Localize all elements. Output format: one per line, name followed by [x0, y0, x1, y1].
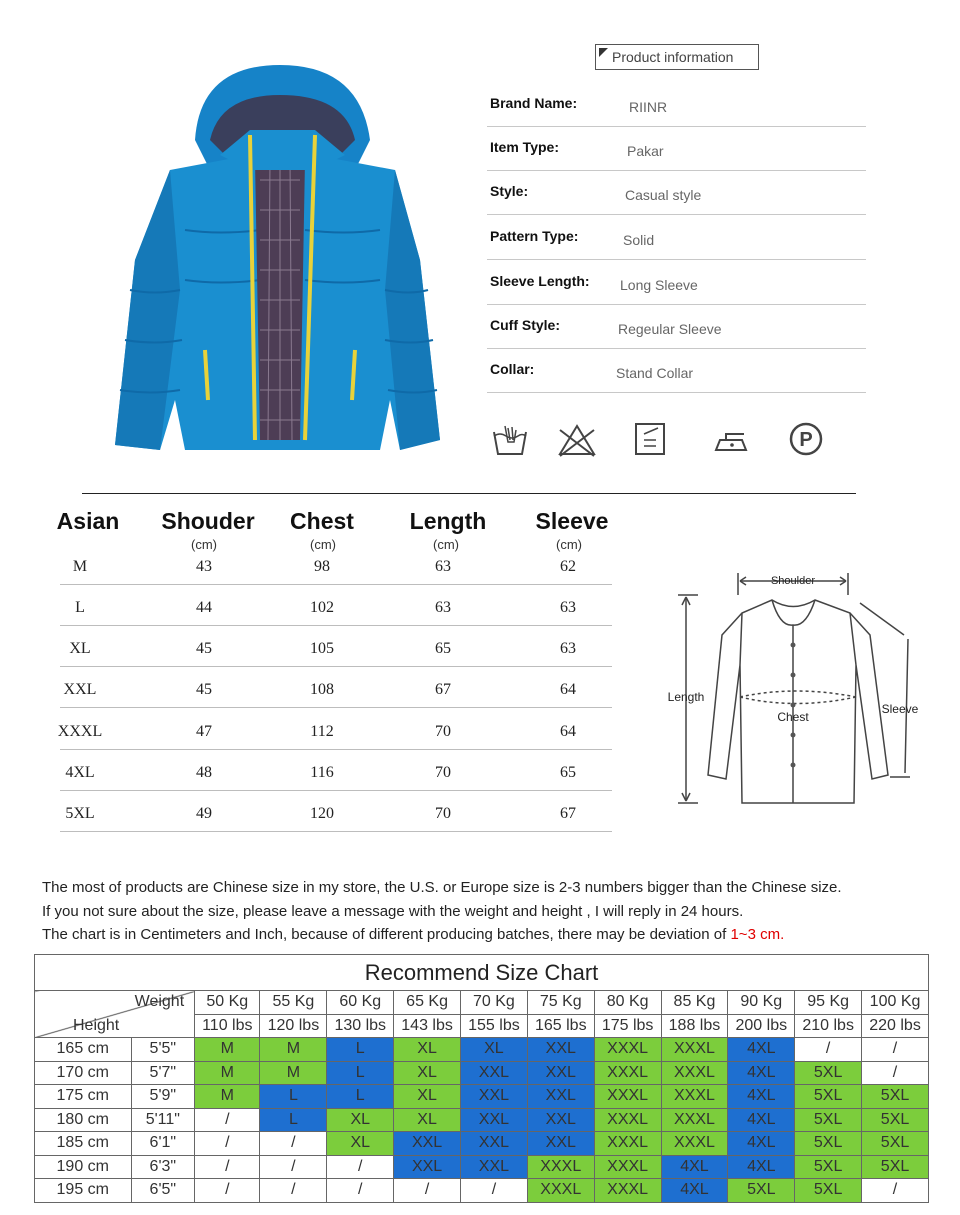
size-cell: 63	[435, 599, 451, 616]
info-label: Cuff Style:	[490, 317, 560, 333]
size-cell: 48	[196, 764, 212, 781]
product-information-header	[595, 44, 759, 70]
size-recommend-cell: XXL	[527, 1085, 594, 1109]
size-cell: 63	[560, 640, 576, 657]
size-row	[60, 585, 612, 626]
weight-lbs-cell: 210 lbs	[795, 1014, 862, 1038]
info-row-style	[487, 171, 866, 215]
weight-kg-cell: 85 Kg	[661, 991, 728, 1015]
size-cell: 67	[560, 805, 576, 822]
info-row-pattern-type	[487, 216, 866, 260]
unit-label: (cm)	[191, 537, 217, 552]
size-header-asian: Asian	[56, 508, 120, 534]
size-recommend-cell: M	[195, 1061, 260, 1085]
size-cell: 112	[310, 723, 334, 740]
recommend-row	[35, 1061, 929, 1085]
info-value: Pakar	[627, 143, 664, 159]
size-recommend-cell: /	[195, 1132, 260, 1156]
height-cm-cell: 185 cm	[35, 1132, 132, 1156]
size-header-length: Length	[409, 508, 487, 534]
size-cell: 43	[196, 558, 212, 575]
size-header-sleeve: Sleeve	[535, 508, 609, 534]
size-recommend-cell: XXL	[461, 1108, 528, 1132]
info-value: Stand Collar	[616, 365, 694, 381]
size-cell: 64	[560, 723, 576, 740]
height-ft-cell: 5'5"	[131, 1038, 195, 1062]
weight-kg-cell: 55 Kg	[260, 991, 327, 1015]
weight-lbs-cell: 130 lbs	[327, 1014, 394, 1038]
weight-label: Weight	[134, 993, 185, 1010]
size-row	[60, 667, 612, 708]
size-recommend-cell: 5XL	[795, 1108, 862, 1132]
height-cm-cell: 165 cm	[35, 1038, 132, 1062]
info-label: Sleeve Length:	[490, 273, 590, 289]
weight-height-corner	[35, 991, 195, 1038]
size-recommend-cell: 5XL	[795, 1132, 862, 1156]
jacket-product-image	[100, 60, 460, 460]
height-cm-cell: 190 cm	[35, 1155, 132, 1179]
weight-kg-cell: 90 Kg	[728, 991, 795, 1015]
weight-kg-cell: 95 Kg	[795, 991, 862, 1015]
weight-lbs-cell: 120 lbs	[260, 1014, 327, 1038]
size-cell: 70	[435, 805, 451, 822]
size-row	[60, 626, 612, 667]
size-recommend-cell: /	[461, 1179, 528, 1203]
size-recommend-cell: 5XL	[795, 1085, 862, 1109]
size-cell: 44	[196, 599, 212, 616]
size-recommend-cell: M	[195, 1085, 260, 1109]
weight-kg-cell: 80 Kg	[594, 991, 661, 1015]
diagram-sleeve-label: Sleeve	[881, 702, 919, 716]
info-row-item-type	[487, 127, 866, 171]
height-ft-cell: 5'9"	[131, 1085, 195, 1109]
size-row	[60, 544, 612, 585]
unit-label: (cm)	[433, 537, 459, 552]
size-recommend-cell: 4XL	[661, 1155, 728, 1179]
size-header-shoulder: Shouder	[161, 508, 255, 534]
diagram-chest-label: Chest	[777, 710, 809, 724]
size-cell: 105	[310, 640, 334, 657]
size-cell: XXL	[63, 681, 97, 698]
size-recommend-cell: XXL	[527, 1132, 594, 1156]
size-recommend-cell: XXXL	[661, 1061, 728, 1085]
size-recommend-cell: M	[195, 1038, 260, 1062]
size-cell: 4XL	[65, 764, 95, 781]
height-ft-cell: 6'1"	[131, 1132, 195, 1156]
info-label: Brand Name:	[490, 95, 578, 111]
weight-lbs-cell: 165 lbs	[527, 1014, 594, 1038]
size-recommend-cell: 5XL	[862, 1132, 929, 1156]
size-recommend-cell: XL	[327, 1108, 394, 1132]
size-cell: 70	[435, 723, 451, 740]
size-cell: 62	[560, 558, 576, 575]
height-cm-cell: 175 cm	[35, 1085, 132, 1109]
size-recommend-cell: XXXL	[594, 1061, 661, 1085]
size-recommend-cell: L	[260, 1108, 327, 1132]
size-recommend-cell: M	[260, 1038, 327, 1062]
height-ft-cell: 5'7"	[131, 1061, 195, 1085]
note-line-1: The most of products are Chinese size in my store, the U.S. or Europe size is 2-3 numbers bigger than the Chinese size.	[42, 879, 842, 896]
size-recommend-cell: 5XL	[795, 1179, 862, 1203]
size-cell: 64	[560, 681, 576, 698]
size-recommend-cell: XXXL	[594, 1179, 661, 1203]
size-cell: 116	[310, 764, 334, 781]
weight-lbs-cell: 200 lbs	[728, 1014, 795, 1038]
height-cm-cell: 195 cm	[35, 1179, 132, 1203]
height-ft-cell: 5'11"	[131, 1108, 195, 1132]
info-value: Regeular Sleeve	[618, 321, 722, 337]
size-cell: 65	[435, 640, 451, 657]
size-recommend-cell: 4XL	[728, 1038, 795, 1062]
note-line-3	[42, 926, 784, 943]
size-recommend-cell: /	[327, 1155, 394, 1179]
weight-kg-cell: 70 Kg	[461, 991, 528, 1015]
size-recommend-cell: /	[195, 1179, 260, 1203]
size-recommend-cell: /	[260, 1155, 327, 1179]
size-cell: 5XL	[65, 805, 95, 822]
size-recommend-cell: XXXL	[594, 1155, 661, 1179]
size-cell: XL	[69, 640, 91, 657]
recommend-row	[35, 1085, 929, 1109]
no-bleach-icon	[557, 420, 597, 460]
weight-lbs-cell: 143 lbs	[394, 1014, 461, 1038]
size-recommend-cell: 5XL	[862, 1108, 929, 1132]
height-cm-cell: 180 cm	[35, 1108, 132, 1132]
note-line-3-text: The chart is in Centimeters and Inch, because of different producing batches, there may be deviation of	[42, 926, 731, 943]
weight-kg-cell: 65 Kg	[394, 991, 461, 1015]
size-recommend-cell: XXXL	[594, 1108, 661, 1132]
recommend-row	[35, 1038, 929, 1062]
size-recommend-cell: XXXL	[594, 1132, 661, 1156]
size-recommend-cell: /	[327, 1179, 394, 1203]
info-value: Long Sleeve	[620, 277, 698, 293]
info-label: Style:	[490, 183, 529, 199]
note-line-2: If you not sure about the size, please leave a message with the weight and height , I will reply in 24 hours.	[42, 903, 744, 920]
size-recommend-cell: XXL	[461, 1061, 528, 1085]
height-ft-cell: 6'5"	[131, 1179, 195, 1203]
size-row	[60, 791, 612, 832]
diagram-shoulder-label: Shoulder	[770, 575, 816, 587]
weight-kg-cell: 100 Kg	[862, 991, 929, 1015]
size-recommend-cell: /	[195, 1108, 260, 1132]
size-row	[57, 709, 612, 750]
size-recommend-cell: /	[862, 1038, 929, 1062]
size-recommend-cell: XXL	[461, 1155, 528, 1179]
size-row	[60, 750, 612, 791]
recommend-row	[35, 1155, 929, 1179]
size-recommend-cell: /	[195, 1155, 260, 1179]
size-header-chest: Chest	[290, 508, 354, 534]
size-recommend-cell: XXXL	[661, 1132, 728, 1156]
size-recommend-cell: XXL	[461, 1132, 528, 1156]
size-cell: M	[72, 558, 88, 575]
size-recommend-cell: /	[862, 1061, 929, 1085]
info-label: Pattern Type:	[490, 228, 579, 244]
size-recommend-cell: 4XL	[728, 1061, 795, 1085]
size-recommend-cell: XXL	[527, 1038, 594, 1062]
tumble-dry-icon	[632, 420, 672, 460]
size-recommend-cell: L	[327, 1038, 394, 1062]
diagram-length-label: Length	[667, 690, 705, 704]
info-row-sleeve-length	[487, 261, 866, 305]
weight-kg-cell: 50 Kg	[195, 991, 260, 1015]
hand-wash-icon	[490, 420, 530, 460]
size-recommend-cell: XL	[394, 1061, 461, 1085]
chart-title: Recommend Size Chart	[35, 955, 929, 991]
size-recommend-cell: XXXL	[661, 1038, 728, 1062]
size-recommend-cell: 4XL	[728, 1132, 795, 1156]
info-label: Item Type:	[490, 139, 559, 155]
size-recommend-cell: 5XL	[728, 1179, 795, 1203]
svg-text:P: P	[799, 429, 813, 451]
size-recommend-cell: XL	[394, 1108, 461, 1132]
note-deviation-value: 1~3 cm.	[730, 926, 785, 943]
size-cell: 63	[435, 558, 451, 575]
size-recommend-cell: 5XL	[862, 1155, 929, 1179]
size-recommend-cell: XXXL	[527, 1179, 594, 1203]
corner-triangle-icon	[599, 48, 608, 57]
unit-label: (cm)	[310, 537, 336, 552]
size-recommend-cell: 5XL	[795, 1155, 862, 1179]
info-value: Solid	[623, 232, 655, 248]
size-recommend-cell: XL	[394, 1085, 461, 1109]
size-recommend-cell: XXXL	[594, 1038, 661, 1062]
size-recommend-cell: XL	[461, 1038, 528, 1062]
size-cell: 108	[310, 681, 334, 698]
unit-label: (cm)	[556, 537, 582, 552]
size-recommend-cell: /	[795, 1038, 862, 1062]
size-cell: 70	[435, 764, 451, 781]
height-cm-cell: 170 cm	[35, 1061, 132, 1085]
section-divider	[82, 493, 856, 494]
size-recommend-cell: XXL	[527, 1061, 594, 1085]
info-row-collar	[487, 349, 866, 393]
info-value: RIINR	[629, 99, 668, 115]
size-recommend-cell: XXXL	[661, 1085, 728, 1109]
size-recommend-cell: XXL	[527, 1108, 594, 1132]
size-recommend-cell: M	[260, 1061, 327, 1085]
info-value: Casual style	[625, 187, 702, 203]
size-cell: L	[75, 599, 85, 616]
weight-lbs-cell: 175 lbs	[594, 1014, 661, 1038]
height-ft-cell: 6'3"	[131, 1155, 195, 1179]
size-cell: 120	[310, 805, 334, 822]
size-cell: XXXL	[57, 723, 103, 740]
height-label: Height	[73, 1017, 120, 1034]
weight-lbs-cell: 188 lbs	[661, 1014, 728, 1038]
recommend-size-chart	[34, 954, 929, 1203]
size-recommend-cell: /	[394, 1179, 461, 1203]
recommend-row	[35, 1108, 929, 1132]
size-recommend-cell: XXL	[394, 1132, 461, 1156]
size-cell: 49	[196, 805, 212, 822]
size-recommend-cell: 4XL	[661, 1179, 728, 1203]
size-recommend-cell: 4XL	[728, 1085, 795, 1109]
size-recommend-cell: XL	[327, 1132, 394, 1156]
weight-lbs-cell: 220 lbs	[862, 1014, 929, 1038]
recommend-row	[35, 1132, 929, 1156]
size-recommend-cell: /	[862, 1179, 929, 1203]
weight-kg-cell: 75 Kg	[527, 991, 594, 1015]
size-recommend-cell: XXXL	[594, 1085, 661, 1109]
size-cell: 65	[560, 764, 576, 781]
size-recommend-cell: XXXL	[661, 1108, 728, 1132]
size-recommend-cell: L	[327, 1085, 394, 1109]
measurement-diagram	[660, 565, 930, 815]
size-recommend-cell: 5XL	[795, 1061, 862, 1085]
size-recommend-cell: XL	[394, 1038, 461, 1062]
recommend-row	[35, 1179, 929, 1203]
info-row-brand	[487, 83, 866, 127]
size-recommend-cell: XXL	[394, 1155, 461, 1179]
size-recommend-cell: L	[260, 1085, 327, 1109]
size-cell: 102	[310, 599, 334, 616]
size-recommend-cell: L	[327, 1061, 394, 1085]
dry-clean-p-icon	[786, 420, 826, 460]
size-cell: 45	[196, 640, 212, 657]
iron-icon	[712, 420, 752, 460]
weight-kg-cell: 60 Kg	[327, 991, 394, 1015]
weight-lbs-cell: 155 lbs	[461, 1014, 528, 1038]
product-information-title: Product information	[612, 49, 734, 65]
size-recommend-cell: XXXL	[527, 1155, 594, 1179]
size-recommend-cell: 5XL	[862, 1085, 929, 1109]
size-recommend-cell: 4XL	[728, 1155, 795, 1179]
size-recommend-cell: /	[260, 1179, 327, 1203]
size-cell: 67	[435, 681, 451, 698]
weight-lbs-cell: 110 lbs	[195, 1014, 260, 1038]
size-cell: 63	[560, 599, 576, 616]
info-row-cuff-style	[487, 305, 866, 349]
size-cell: 45	[196, 681, 212, 698]
size-cell: 47	[196, 723, 212, 740]
size-cell: 98	[314, 558, 330, 575]
size-recommend-cell: 4XL	[728, 1108, 795, 1132]
info-label: Collar:	[490, 361, 535, 377]
size-recommend-cell: /	[260, 1132, 327, 1156]
size-recommend-cell: XXL	[461, 1085, 528, 1109]
